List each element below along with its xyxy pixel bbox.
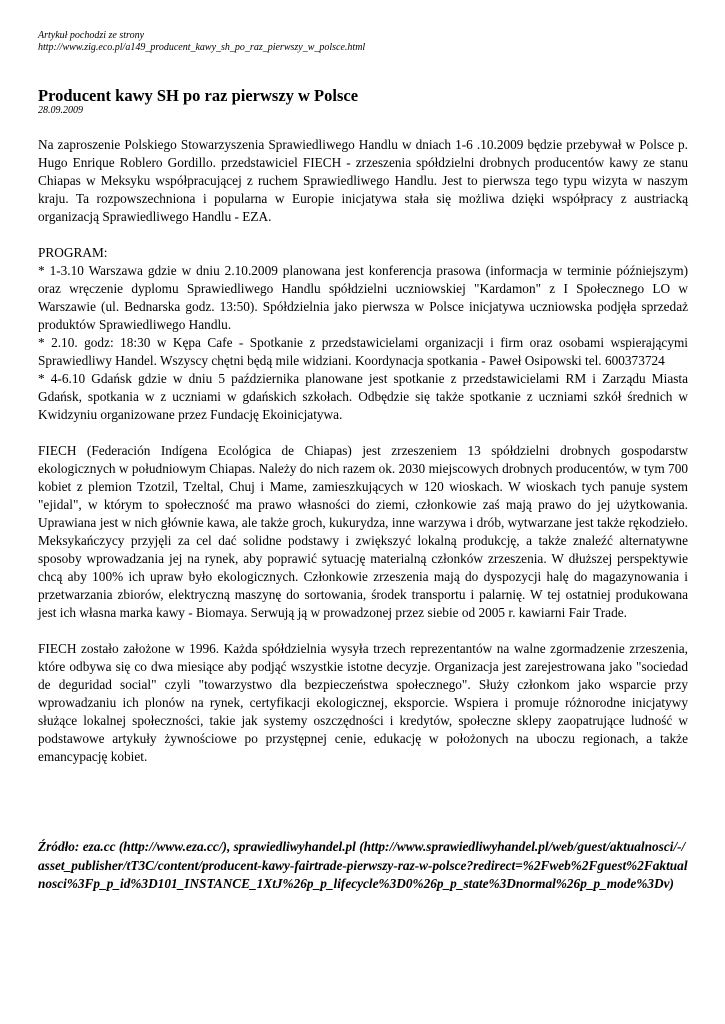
intro-paragraph: Na zaproszenie Polskiego Stowarzyszenia Sprawiedliwego Handlu w dniach 1-6 .10.2009 będzie przebywał w Polsce p. Hugo Enrique Roblero Gordillo. przedstawiciel FIECH - zrzeszenia spółdzielni drobnych producentów kawy ze stanu Chiapas w Meksyku współpracującej z ruchem Sprawiedliwego Handlu. Jest to pierwsza tego typu wizyta w naszym kraju. Ta rozpowszechniona i popularna w Europie inicjatywa stała się możliwa dzięki współpracy z austriacką organizacją Sprawiedliwego Handlu - EZA. xyxy=(38,137,688,224)
footer-source: Źródło: eza.cc (http://www.eza.cc/), sprawiedliwyhandel.pl (http://www.sprawiedliwyhandel.pl/web/guest/aktualnosci/-/asset_publisher/tT3C/content/producent-kawy-fairtrade-pierwszy-raz-w-polsce?redirect=%2Fweb%2Fguest%2Faktualnosci%3Fp_p_id%3D101_INSTANCE_1XtJ%26p_p_lifecycle%3D0%26p_p_state%3Dnormal%26p_p_mode%3Dv) xyxy=(38,839,688,891)
program-heading: PROGRAM: xyxy=(38,245,108,260)
program-item: * 4-6.10 Gdańsk gdzie w dniu 5 października planowane jest spotkanie z przedstawicielami RM i Zarządu Miasta Gdańsk, spotkania w z uczniami w gdańskich szkołach. Odbędzie się także spotkanie z uczniami szkół średnich w Kwidzyniu organizowane przez Fundację Ekoinicjatywa. xyxy=(38,371,688,422)
source-header xyxy=(38,30,688,54)
source-label: Artykuł pochodzi ze strony xyxy=(38,30,145,41)
fiech-paragraph: FIECH (Federación Indígena Ecológica de Chiapas) jest zrzeszeniem 13 spółdzielni drobnych gospodarstw ekologicznych w południowym Chiapas. Należy do nich razem ok. 2030 miejscowych drobnych producentów, w tym 700 kobiet z plemion Tzotzil, Tzeltal, Chuj i Mame, zamieszkujących w 120 wioskach. W wioskach tych panuje system "ejidal", w którym to społeczność ma prawo własności do ziemi, członkowie zaś mają prawo do jej użytkowania. Uprawiana jest w nich głównie kawa, ale także groch, kukurydza, inne warzywa i drób, wytwarzane jest także rękodzieło. Meksykańczycy przyjęli za cel dać solidne podstawy i zwiększyć lokalną produkcję, a także znaleźć alternatywne sposoby wprowadzania jej na rynek, aby poprawić sytuację materialną członków zrzeszenia. W dłuższej perspektywie chcą aby 100% ich upraw było ekologicznych. Członkowie zrzeszenia mają do dyspozycji halę do magazynowania i przetwarzania zbiorów, elektryczną maszynę do sortowania, środek transportu i palarnię. W tej ostatniej produkowana jest ich własna marka kawy - Biomaya. Serwują ją w prowadzonej przez siebie od 2005 r. kawiarni Fair Trade. xyxy=(38,443,688,620)
article-title: Producent kawy SH po raz pierwszy w Polsce xyxy=(38,86,359,105)
program-item: * 2.10. godz: 18:30 w Kępa Cafe - Spotkanie z przedstawicielami organizacji i firm oraz osobami wspierającymi Sprawiedliwy Handel. Wszyscy chętni będą mile widziani. Koordynacja spotkania - Paweł Osipowski tel. 600373724 xyxy=(38,335,688,368)
program-item: * 1-3.10 Warszawa gdzie w dniu 2.10.2009 planowana jest konferencja prasowa (informacja w terminie późniejszym) oraz wręczenie dyplomu Sprawiedliwego Handlu spółdzielni uczniowskiej "Kardamon" z I Społecznego LO w Warszawie (ul. Bednarska godz. 13:50). Spółdzielnia jako pierwsza w Polsce inicjatywa uczniowska podjęła sprzedaż produktów Sprawiedliwego Handlu. xyxy=(38,263,688,332)
founded-paragraph: FIECH zostało założone w 1996. Każda spółdzielnia wysyła trzech reprezentantów na walne zgormadzenie zrzeszenia, które odbywa się co dwa miesiące aby podjąć wszystkie istotne decyzje. Organizacja jest zarejestrowana jako "sociedad de deguridad social" czyli "towarzystwo dla bezpieczeństwa społecznego". Służy członkom jako wsparcie przy wprowadzaniu ich plonów na rynek, certyfikacji ekologicznej, eksporcie. Wspiera i promuje różnorodne inicjatywy służące lokalnej społeczności, takie jak systemy oszczędności i kredytów, społeczne sklepy zaopatrujące ludność w podstawowe artykuły żywnościowe po przystępnej cenie, edukację w położonych na uboczu regionach, a także emancypację kobiet. xyxy=(38,641,688,764)
program-section xyxy=(38,244,688,424)
source-url: http://www.zig.eco.pl/a149_producent_kawy_sh_po_raz_pierwszy_w_polsce.html xyxy=(38,42,366,53)
document-page xyxy=(38,30,688,894)
article-date: 28.09.2009 xyxy=(38,105,83,116)
